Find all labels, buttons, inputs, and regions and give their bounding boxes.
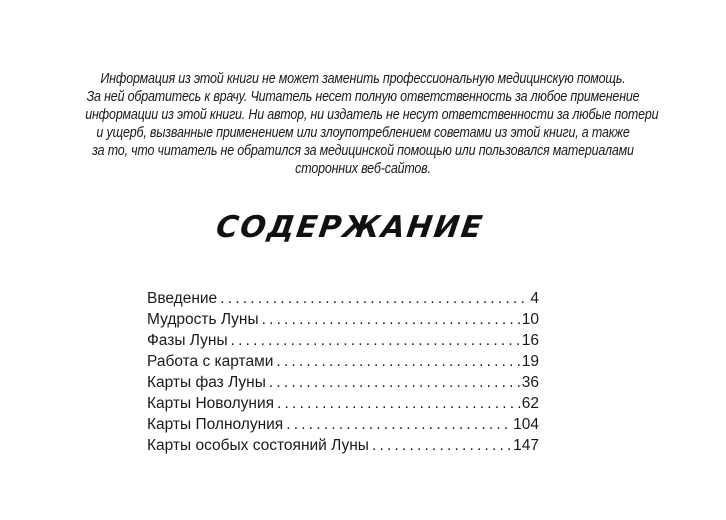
toc-entry-label: Введение: [147, 290, 218, 307]
toc-entry-phase-cards[interactable]: [147, 372, 539, 393]
disclaimer-line: информации из этой книги. Ни автор, ни издатель не несут ответственности за любые потери: [85, 107, 659, 123]
toc-entry-introduction[interactable]: [147, 288, 539, 309]
toc-entry-special-moon-cards[interactable]: [147, 435, 539, 456]
toc-entry-page: 147: [513, 437, 539, 454]
medical-disclaimer: [85, 70, 659, 178]
toc-leader-dots: [269, 372, 521, 393]
toc-entry-page: 62: [521, 395, 539, 412]
toc-entry-full-moon-cards[interactable]: [147, 414, 539, 435]
toc-entry-page: 36: [521, 374, 539, 391]
table-of-contents: [147, 288, 539, 456]
toc-entry-page: 16: [521, 332, 539, 349]
toc-entry-label: Карты Новолуния: [147, 395, 275, 412]
disclaimer-line: За ней обратитесь к врачу. Читатель несет полную ответственность за любое применение: [86, 89, 640, 105]
toc-leader-dots: [286, 414, 512, 435]
toc-entry-page: 10: [521, 311, 539, 328]
toc-entry-page: 19: [521, 353, 539, 370]
disclaimer-line: за то, что читатель не обратился за медицинской помощью или пользовался материалами: [92, 143, 634, 159]
toc-entry-label: Карты фаз Луны: [147, 374, 266, 391]
disclaimer-line: Информация из этой книги не может заменить профессиональную медицинскую помощь.: [100, 71, 626, 87]
toc-entry-label: Карты особых состояний Луны: [147, 437, 369, 454]
toc-title: СОДЕРЖАНИЕ: [213, 210, 487, 245]
toc-entry-moon-phases[interactable]: [147, 330, 539, 351]
toc-leader-dots: [277, 393, 521, 414]
toc-entry-label: Мудрость Луны: [147, 311, 259, 328]
toc-leader-dots: [372, 435, 512, 456]
toc-entry-label: Работа с картами: [147, 353, 274, 370]
toc-entry-page: 4: [530, 290, 539, 307]
toc-entry-label: Карты Полнолуния: [147, 416, 284, 433]
disclaimer-line: сторонних веб-сайтов.: [295, 161, 431, 177]
toc-leader-dots: [231, 330, 521, 351]
toc-entry-label: Фазы Луны: [147, 332, 228, 349]
toc-leader-dots: [276, 351, 520, 372]
toc-leader-dots: [262, 309, 521, 330]
toc-entry-page: 104: [513, 416, 539, 433]
disclaimer-line: и ущерб, вызванные применением или злоупотреблением советами из этой книги, а также: [96, 125, 630, 141]
toc-leader-dots: [220, 288, 529, 309]
toc-entry-new-moon-cards[interactable]: [147, 393, 539, 414]
toc-entry-moon-wisdom[interactable]: [147, 309, 539, 330]
toc-entry-working-with-cards[interactable]: [147, 351, 539, 372]
